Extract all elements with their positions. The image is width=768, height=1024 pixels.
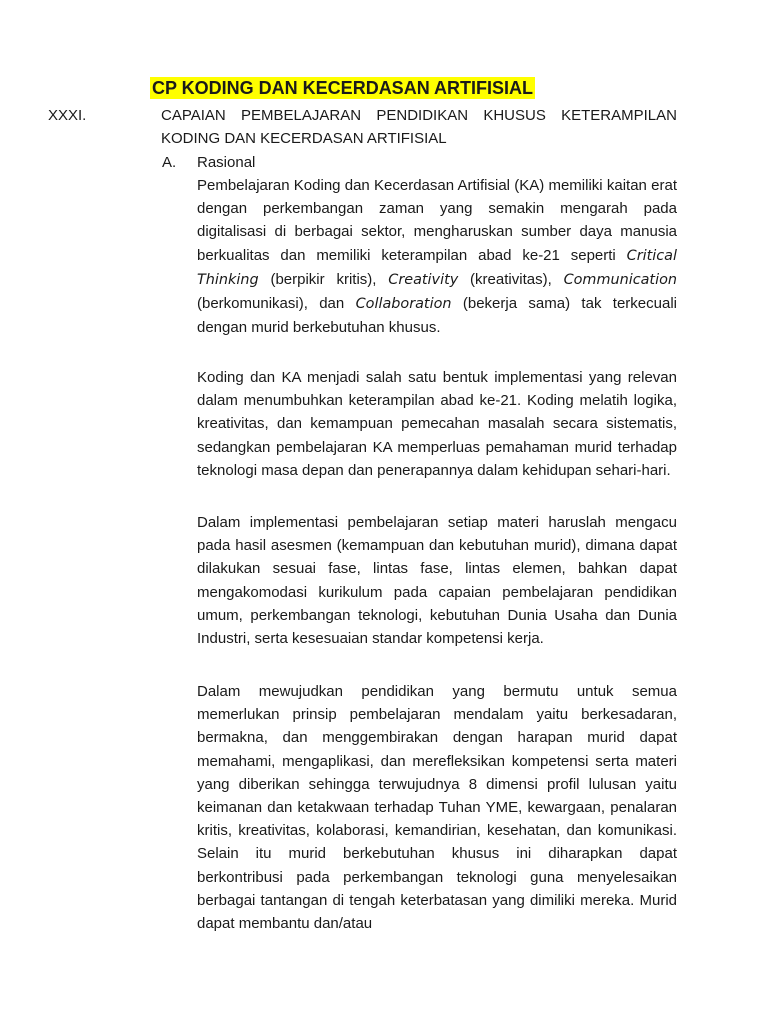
term-critical-thinking: Critical Thinking — [197, 247, 677, 288]
term-collaboration: Collaboration — [355, 296, 452, 313]
paragraph-1-text-c: (kreativitas), — [458, 270, 564, 288]
paragraph-1-text-b: (berpikir kritis), — [258, 270, 389, 288]
section-number: XXXI. — [48, 107, 87, 124]
paragraph-rationale-4: Dalam mewujudkan pendidikan yang bermutu untuk semua memerlukan prinsip pembelajaran mendalam yaitu berkesadaran, bermakna, dan menggembirakan dengan harapan murid dapat memahami, mengaplikasi, dan merefleksikan kompetensi serta materi yang diberikan sehingga terwujudnya 8 dimensi profil lulusan yaitu keimanan dan ketakwaan terhadap Tuhan YME, kewargaan, penalaran kritis, kreativitas, kolaborasi, kemandirian, kesehatan, dan komunikasi. Selain itu murid berkebutuhan khusus ini diharapkan dapat berkontribusi pada perkembangan teknologi guna menyelesaikan berbagai tantangan di tengah keterbatasan yang dimiliki mereka. Murid dapat membantu dan/atau — [197, 683, 677, 933]
paragraph-rationale-2: Koding dan KA menjadi salah satu bentuk implementasi yang relevan dalam menumbuhkan keterampilan abad ke-21. Koding melatih logika, kreativitas, dan kemampuan pemecahan masalah secara sistematis, sedangkan pembelajaran KA memperluas pemahaman murid terhadap teknologi masa depan dan penerapannya dalam kehidupan sehari-hari. — [197, 369, 677, 479]
document-title: CP KODING DAN KECERDASAN ARTIFISIAL — [152, 78, 534, 98]
subsection-title: Rasional — [197, 154, 256, 171]
paragraph-1-text-e: (bekerja sama) tak terkecuali dengan murid berkebutuhan khusus. — [197, 295, 677, 337]
paragraph-1-text-d: (berkomunikasi), dan — [197, 295, 356, 313]
paragraph-rationale-3: Dalam implementasi pembelajaran setiap materi haruslah mengacu pada hasil asesmen (kemampuan dan kebutuhan murid), dimana dapat dilakukan sesuai fase, lintas fase, lintas elemen, bahkan dapat mengakomodasi kurikulum pada capaian pembelajaran pendidikan umum, perkembangan teknologi, kebutuhan Dunia Usaha dan Dunia Industri, serta kesesuaian standar kompetensi kerja. — [197, 514, 677, 648]
subsection-letter: A. — [162, 154, 177, 171]
term-creativity: Creativity — [388, 271, 459, 288]
paragraph-rationale-1 — [197, 174, 677, 339]
term-communication: Communication — [563, 271, 678, 288]
section-title: CAPAIAN PEMBELAJARAN PENDIDIKAN KHUSUS KETERAMPILAN KODING DAN KECERDASAN ARTIFISIAL — [161, 107, 677, 147]
paragraph-1-text-a: Pembelajaran Koding dan Kecerdasan Artifisial (KA) memiliki kaitan erat dengan perkembangan zaman yang semakin mengarah pada digitalisasi di berbagai sektor, mengharuskan sumber daya manusia berkualitas dan memiliki keterampilan abad ke-21 seperti — [197, 177, 677, 264]
